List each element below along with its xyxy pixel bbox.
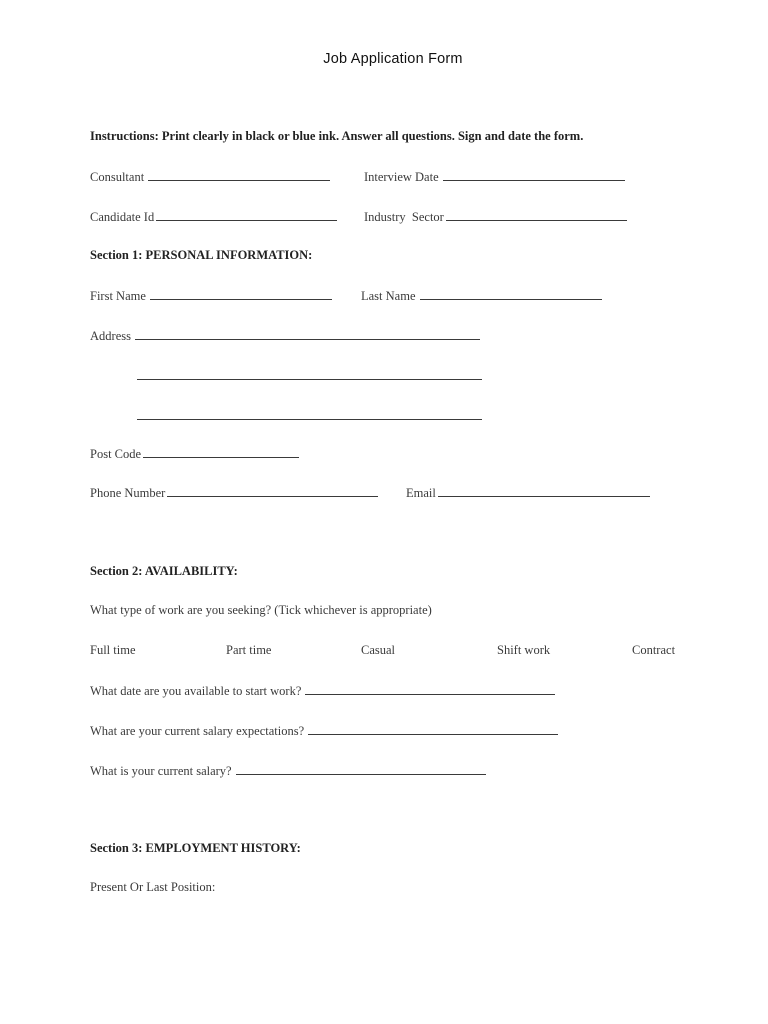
work-type-option[interactable]: Part time xyxy=(226,643,272,657)
first-name-row xyxy=(90,288,332,303)
industry-sector-field[interactable] xyxy=(446,209,627,221)
address-row xyxy=(90,328,480,343)
email-label: Email xyxy=(406,486,436,500)
work-type-question: What type of work are you seeking? (Tick whichever is appropriate) xyxy=(90,603,432,617)
first-name-field[interactable] xyxy=(150,288,332,300)
candidate-id-row xyxy=(90,209,337,224)
first-name-label: First Name xyxy=(90,289,146,303)
address-line-1[interactable] xyxy=(135,328,480,340)
candidate-id-label: Candidate Id xyxy=(90,210,155,224)
consultant-row xyxy=(90,169,330,184)
industry-sector-row xyxy=(364,209,627,224)
address-line-3[interactable] xyxy=(137,408,482,420)
last-name-field[interactable] xyxy=(420,288,602,300)
work-type-option[interactable]: Contract xyxy=(632,643,676,657)
section2-heading: Section 2: AVAILABILITY: xyxy=(90,564,238,578)
start-date-row xyxy=(90,683,555,698)
current-salary-field[interactable] xyxy=(236,763,486,775)
present-position-label: Present Or Last Position: xyxy=(90,880,216,894)
phone-row xyxy=(90,485,378,500)
candidate-id-field[interactable] xyxy=(156,209,337,221)
email-row xyxy=(406,485,650,500)
work-type-option[interactable]: Casual xyxy=(361,643,396,657)
salary-expectation-label: What are your current salary expectations? xyxy=(90,724,305,738)
consultant-field[interactable] xyxy=(148,169,330,181)
salary-expectation-row xyxy=(90,723,558,738)
address-label: Address xyxy=(90,329,131,343)
interview-date-row xyxy=(364,169,625,184)
interview-date-label: Interview Date xyxy=(364,170,439,184)
current-salary-row xyxy=(90,763,486,778)
start-date-label: What date are you available to start work? xyxy=(90,684,302,698)
work-type-option[interactable]: Full time xyxy=(90,643,136,657)
section3-heading: Section 3: EMPLOYMENT HISTORY: xyxy=(90,841,301,855)
phone-number-field[interactable] xyxy=(167,485,378,497)
address-line-2[interactable] xyxy=(137,368,482,380)
section1-heading: Section 1: PERSONAL INFORMATION: xyxy=(90,248,313,262)
start-date-field[interactable] xyxy=(305,683,555,695)
post-code-field[interactable] xyxy=(143,446,299,458)
page-title: Job Application Form xyxy=(323,51,463,67)
last-name-row xyxy=(361,288,602,303)
instructions-text: Instructions: Print clearly in black or blue ink. Answer all questions. Sign and date the form. xyxy=(90,129,584,143)
industry-sector-label: Industry Sector xyxy=(364,210,444,224)
current-salary-label: What is your current salary? xyxy=(90,764,232,778)
consultant-label: Consultant xyxy=(90,170,145,184)
last-name-label: Last Name xyxy=(361,289,416,303)
interview-date-field[interactable] xyxy=(443,169,625,181)
post-code-row xyxy=(90,446,299,461)
email-field[interactable] xyxy=(438,485,650,497)
post-code-label: Post Code xyxy=(90,447,142,461)
salary-expectation-field[interactable] xyxy=(308,723,558,735)
phone-number-label: Phone Number xyxy=(90,486,166,500)
work-type-option[interactable]: Shift work xyxy=(497,643,551,657)
